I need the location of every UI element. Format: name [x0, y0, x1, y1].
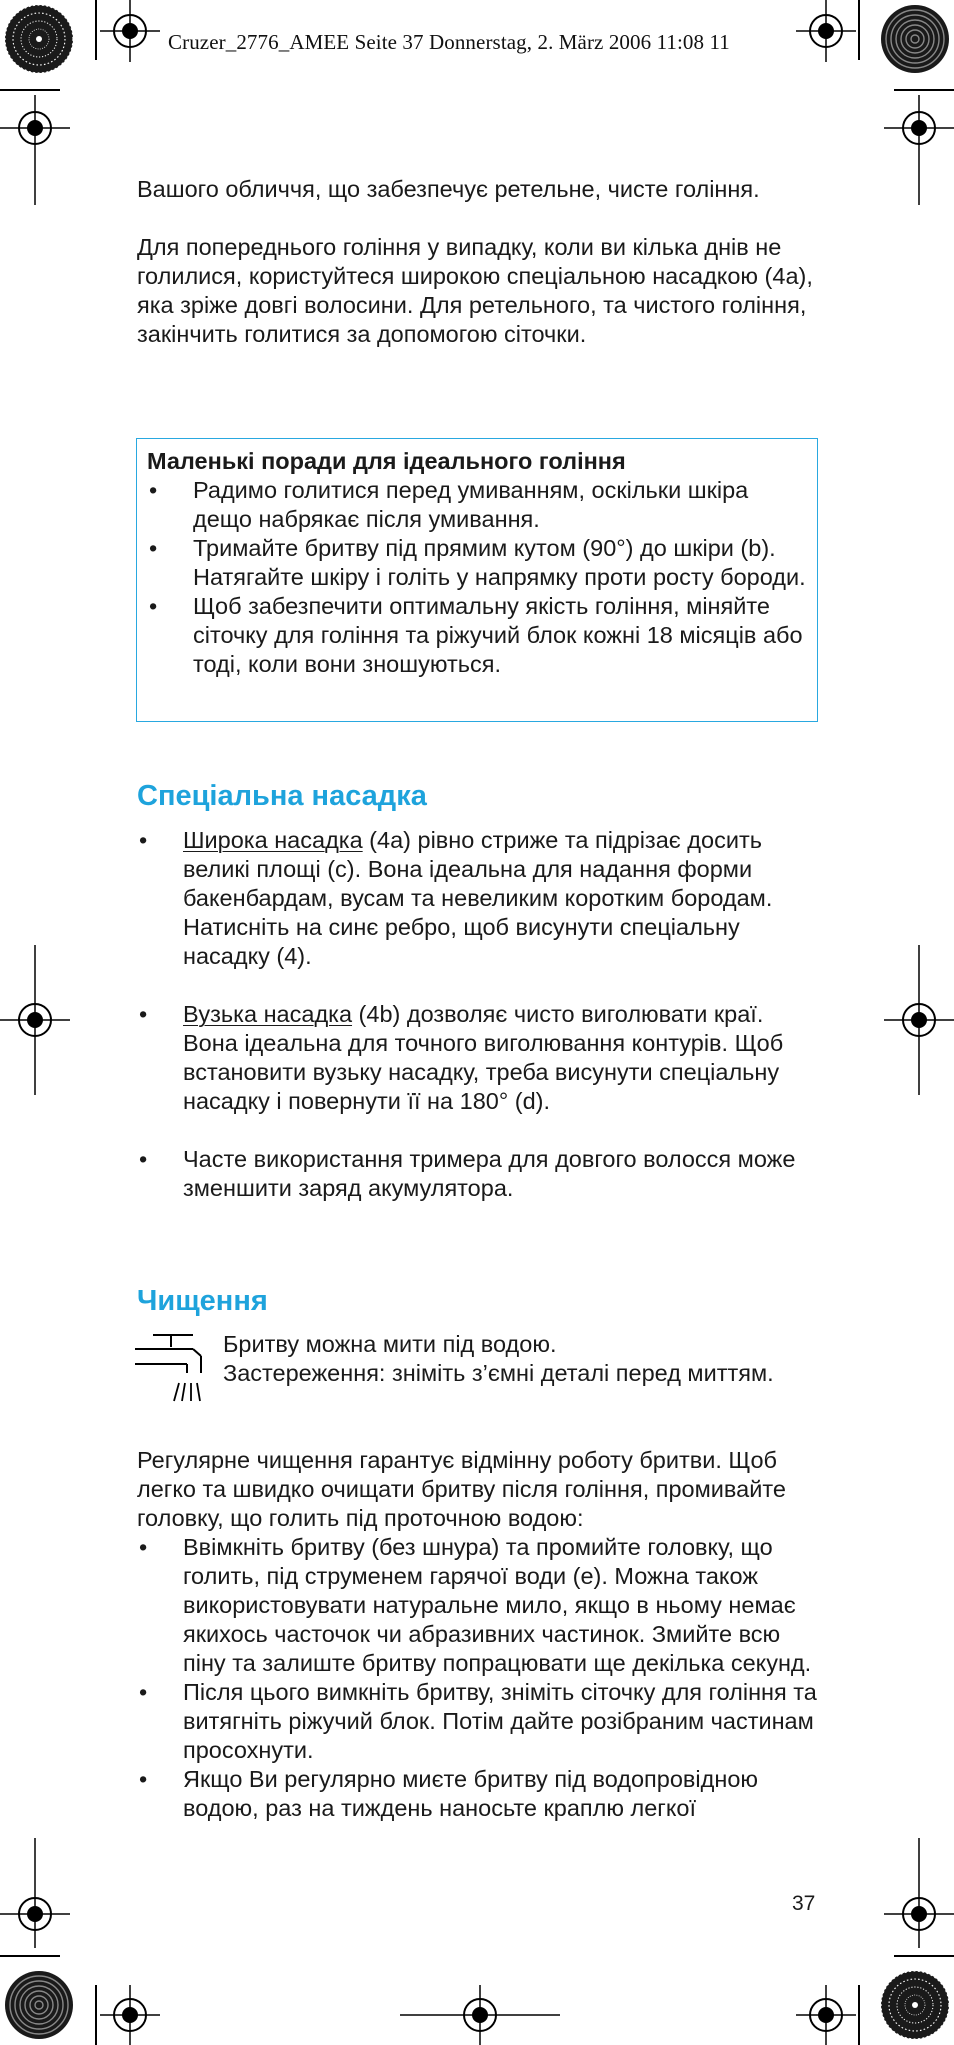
- list-item: [137, 826, 823, 971]
- narrow-attachment-text: (4b) дозволяє чисто виголювати краї. Вона ідеальна для точного виголювання контурів. Щоб встановити вузьку насадку, треба висунути спеціальну насадку і повернути її на 180° (d).: [183, 1001, 784, 1114]
- intro-paragraph: Для попереднього гоління у випадку, коли ви кілька днів не голилися, користуйтеся широкою спеціальною насадкою (4а), яка зріже довгі волосини. Для ретельного, та чистого гоління, закінчить голитися за допомогою сіточки.: [137, 234, 813, 347]
- registration-mark-icon: [884, 945, 954, 1095]
- print-header: Cruzer_2776_AMEE Seite 37 Donnerstag, 2. März 2006 11:08 11: [168, 30, 730, 54]
- concentric-target-icon: [880, 4, 950, 74]
- bullet: •: [139, 1766, 148, 1792]
- cleaning-step-text: Після цього вимкніть бритву, зніміть сіточку для гоління та витягніть ріжучий блок. Потім дайте розібраним частинам просохнути.: [183, 1679, 817, 1763]
- bullet: •: [139, 1146, 148, 1172]
- registration-mark-icon: [884, 1838, 954, 1948]
- tap-note: [223, 1330, 813, 1388]
- list-item: [137, 1000, 823, 1116]
- section-title: Спеціальна насадка: [137, 780, 427, 812]
- registration-mark-icon: [400, 1985, 560, 2045]
- tip-text: Радимо голитися перед умиванням, оскільки шкіра дещо набрякає після умивання.: [193, 477, 749, 532]
- section-title: Чищення: [137, 1285, 268, 1317]
- concentric-target-icon: [4, 1970, 74, 2040]
- bullet: •: [149, 535, 158, 561]
- narrow-attachment-term: Вузька насадка: [183, 1001, 353, 1027]
- wide-attachment-text: (4а) рівно стриже та підрізає досить великі площі (c). Вона ідеальна для надання форми бакенбардам, вусам та невеликим коротким бородам. Натисніть на синє ребро, щоб висунути спеціальну насадку (4).: [183, 827, 773, 969]
- list-item: [137, 1145, 823, 1203]
- tips-box: [136, 438, 818, 722]
- list-item: [147, 592, 807, 679]
- tips-list: [147, 476, 807, 679]
- cleaning-step-text: Якщо Ви регулярно миєте бритву під водопровідною водою, раз на тиждень наносьте краплю легкої: [183, 1766, 759, 1821]
- registration-mark-icon: [100, 0, 160, 62]
- registration-mark-icon: [0, 95, 70, 205]
- registration-mark-icon: [796, 0, 856, 62]
- cleaning-text: [137, 1446, 823, 1823]
- wide-attachment-term: Широка насадка: [183, 827, 363, 853]
- registration-mark-icon: [796, 1985, 856, 2045]
- water-tap-icon: [135, 1333, 205, 1405]
- registration-mark-icon: [0, 1838, 70, 1948]
- star-rosette-icon: [880, 1970, 950, 2040]
- registration-mark-icon: [884, 95, 954, 205]
- bullet: •: [149, 593, 158, 619]
- bullet: •: [139, 1679, 148, 1705]
- tap-note-line: Бритву можна мити під водою.: [223, 1331, 557, 1357]
- intro-paragraph: Вашого обличчя, що забезпечує ретельне, чисте гоління.: [137, 176, 760, 202]
- tips-title: Маленькі поради для ідеального гоління: [147, 448, 626, 474]
- registration-mark-icon: [0, 945, 70, 1095]
- bullet: •: [139, 827, 148, 853]
- list-item: [147, 534, 807, 592]
- list-item: [147, 476, 807, 534]
- registration-mark-icon: [100, 1985, 160, 2045]
- bullet: •: [139, 1001, 148, 1027]
- tap-note-warning: Застереження: зніміть з’ємні деталі перед миттям.: [223, 1360, 774, 1386]
- list-item: [137, 1533, 823, 1678]
- bullet: •: [139, 1534, 148, 1560]
- cleaning-step-text: Ввімкніть бритву (без шнура) та промийте головку, що голить, під струменем гарячої води (e). Можна також використовувати натуральне мило, якщо в ньому немає якихось часточок чи абразивних частинок. Змийте всю піну та залиште бритву попрацювати ще декілька секунд.: [183, 1534, 812, 1676]
- page-number: 37: [792, 1892, 816, 1915]
- intro-text: [137, 175, 817, 349]
- attachment-list: [137, 826, 823, 1203]
- cleaning-paragraph: Регулярне чищення гарантує відмінну роботу бритви. Щоб легко та швидко очищати бритву після гоління, промивайте головку, що голить під проточною водою:: [137, 1447, 786, 1531]
- tip-text: Тримайте бритву під прямим кутом (90°) до шкіри (b). Натягайте шкіру і голіть у напрямку проти росту бороди.: [193, 535, 806, 590]
- bullet: •: [149, 477, 158, 503]
- star-rosette-icon: [4, 4, 74, 74]
- list-item: [137, 1765, 823, 1823]
- trimmer-note-text: Часте використання тримера для довгого волосся може зменшити заряд акумулятора.: [183, 1146, 796, 1201]
- cleaning-list: [137, 1533, 823, 1823]
- tip-text: Щоб забезпечити оптимальну якість гоління, міняйте сіточку для гоління та ріжучий блок кожні 18 місяців або тоді, коли вони зношуються.: [193, 593, 803, 677]
- list-item: [137, 1678, 823, 1765]
- attachment-list-wrap: [137, 826, 823, 1203]
